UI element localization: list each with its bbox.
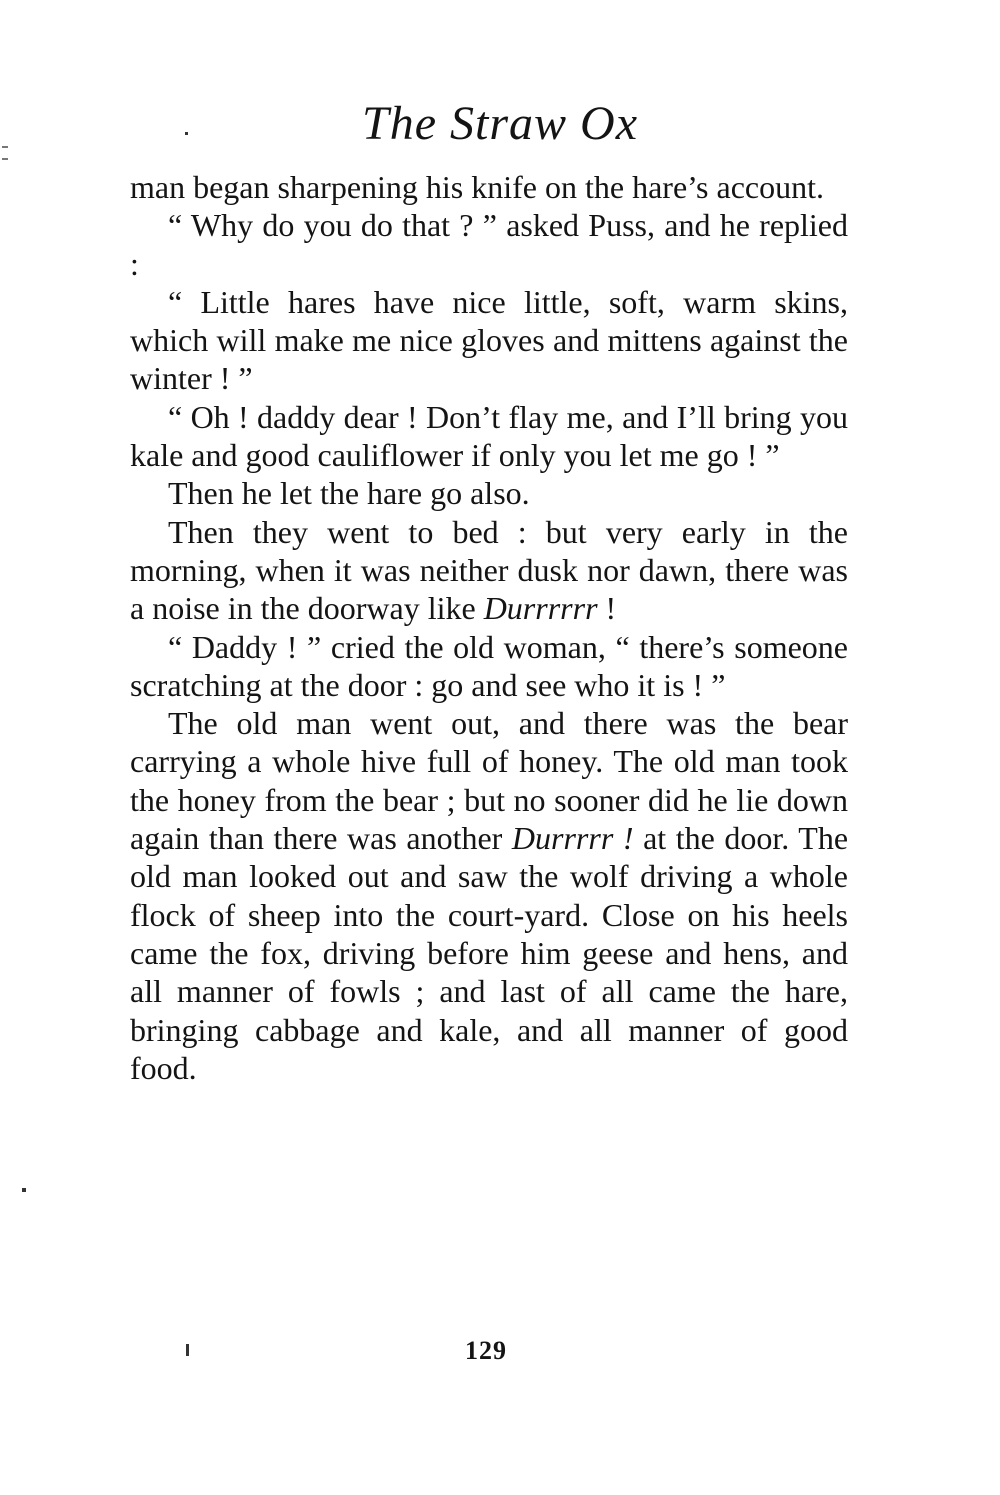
margin-speck bbox=[22, 1188, 26, 1192]
margin-tick bbox=[2, 146, 8, 148]
paragraph: “ Why do you do that ? ” asked Puss, and he replied : bbox=[130, 207, 848, 282]
onomatopoeia: Durrrrr ! bbox=[511, 820, 634, 857]
paragraph: “ Daddy ! ” cried the old woman, “ there’s someone scratching at the door : go and see who it is ! ” bbox=[130, 628, 848, 703]
body-text bbox=[130, 168, 848, 1087]
paragraph: “ Little hares have nice little, soft, warm skins, which will make me nice gloves and mittens against the winter ! ” bbox=[130, 283, 848, 397]
paragraph: “ Oh ! daddy dear ! Don’t flay me, and I’ll bring you kale and good cauliflower if only you let me go ! ” bbox=[130, 398, 848, 474]
page-number: 129 bbox=[465, 1336, 507, 1365]
onomatopoeia: Durrrrrr bbox=[483, 590, 598, 627]
margin-tick bbox=[2, 158, 8, 160]
paragraph: The old man went out, and there was the bear carrying a whole hive full of honey. The old man took the honey from the bear ; but no sooner did he lie down again than there was another Durrrrr ! at the door. The old man looked out and saw the wolf driving a whole flock of sheep into the court-yard. Close on his heels came the fox, driving before him geese and hens, and all manner of fowls ; and last of all came the hare, bringing cabbage and kale, and all manner of good food. bbox=[130, 705, 849, 1086]
running-title: The Straw Ox bbox=[362, 97, 638, 150]
print-mark bbox=[186, 1344, 189, 1356]
paragraph: man began sharpening his knife on the hare’s account. bbox=[130, 169, 824, 205]
paragraph: Then they went to bed : but very early in the morning, when it was neither dusk nor dawn, there was a noise in the doorway like Durrrrrr ! bbox=[130, 513, 848, 627]
paragraph: Then he let the hare go also. bbox=[168, 475, 530, 512]
